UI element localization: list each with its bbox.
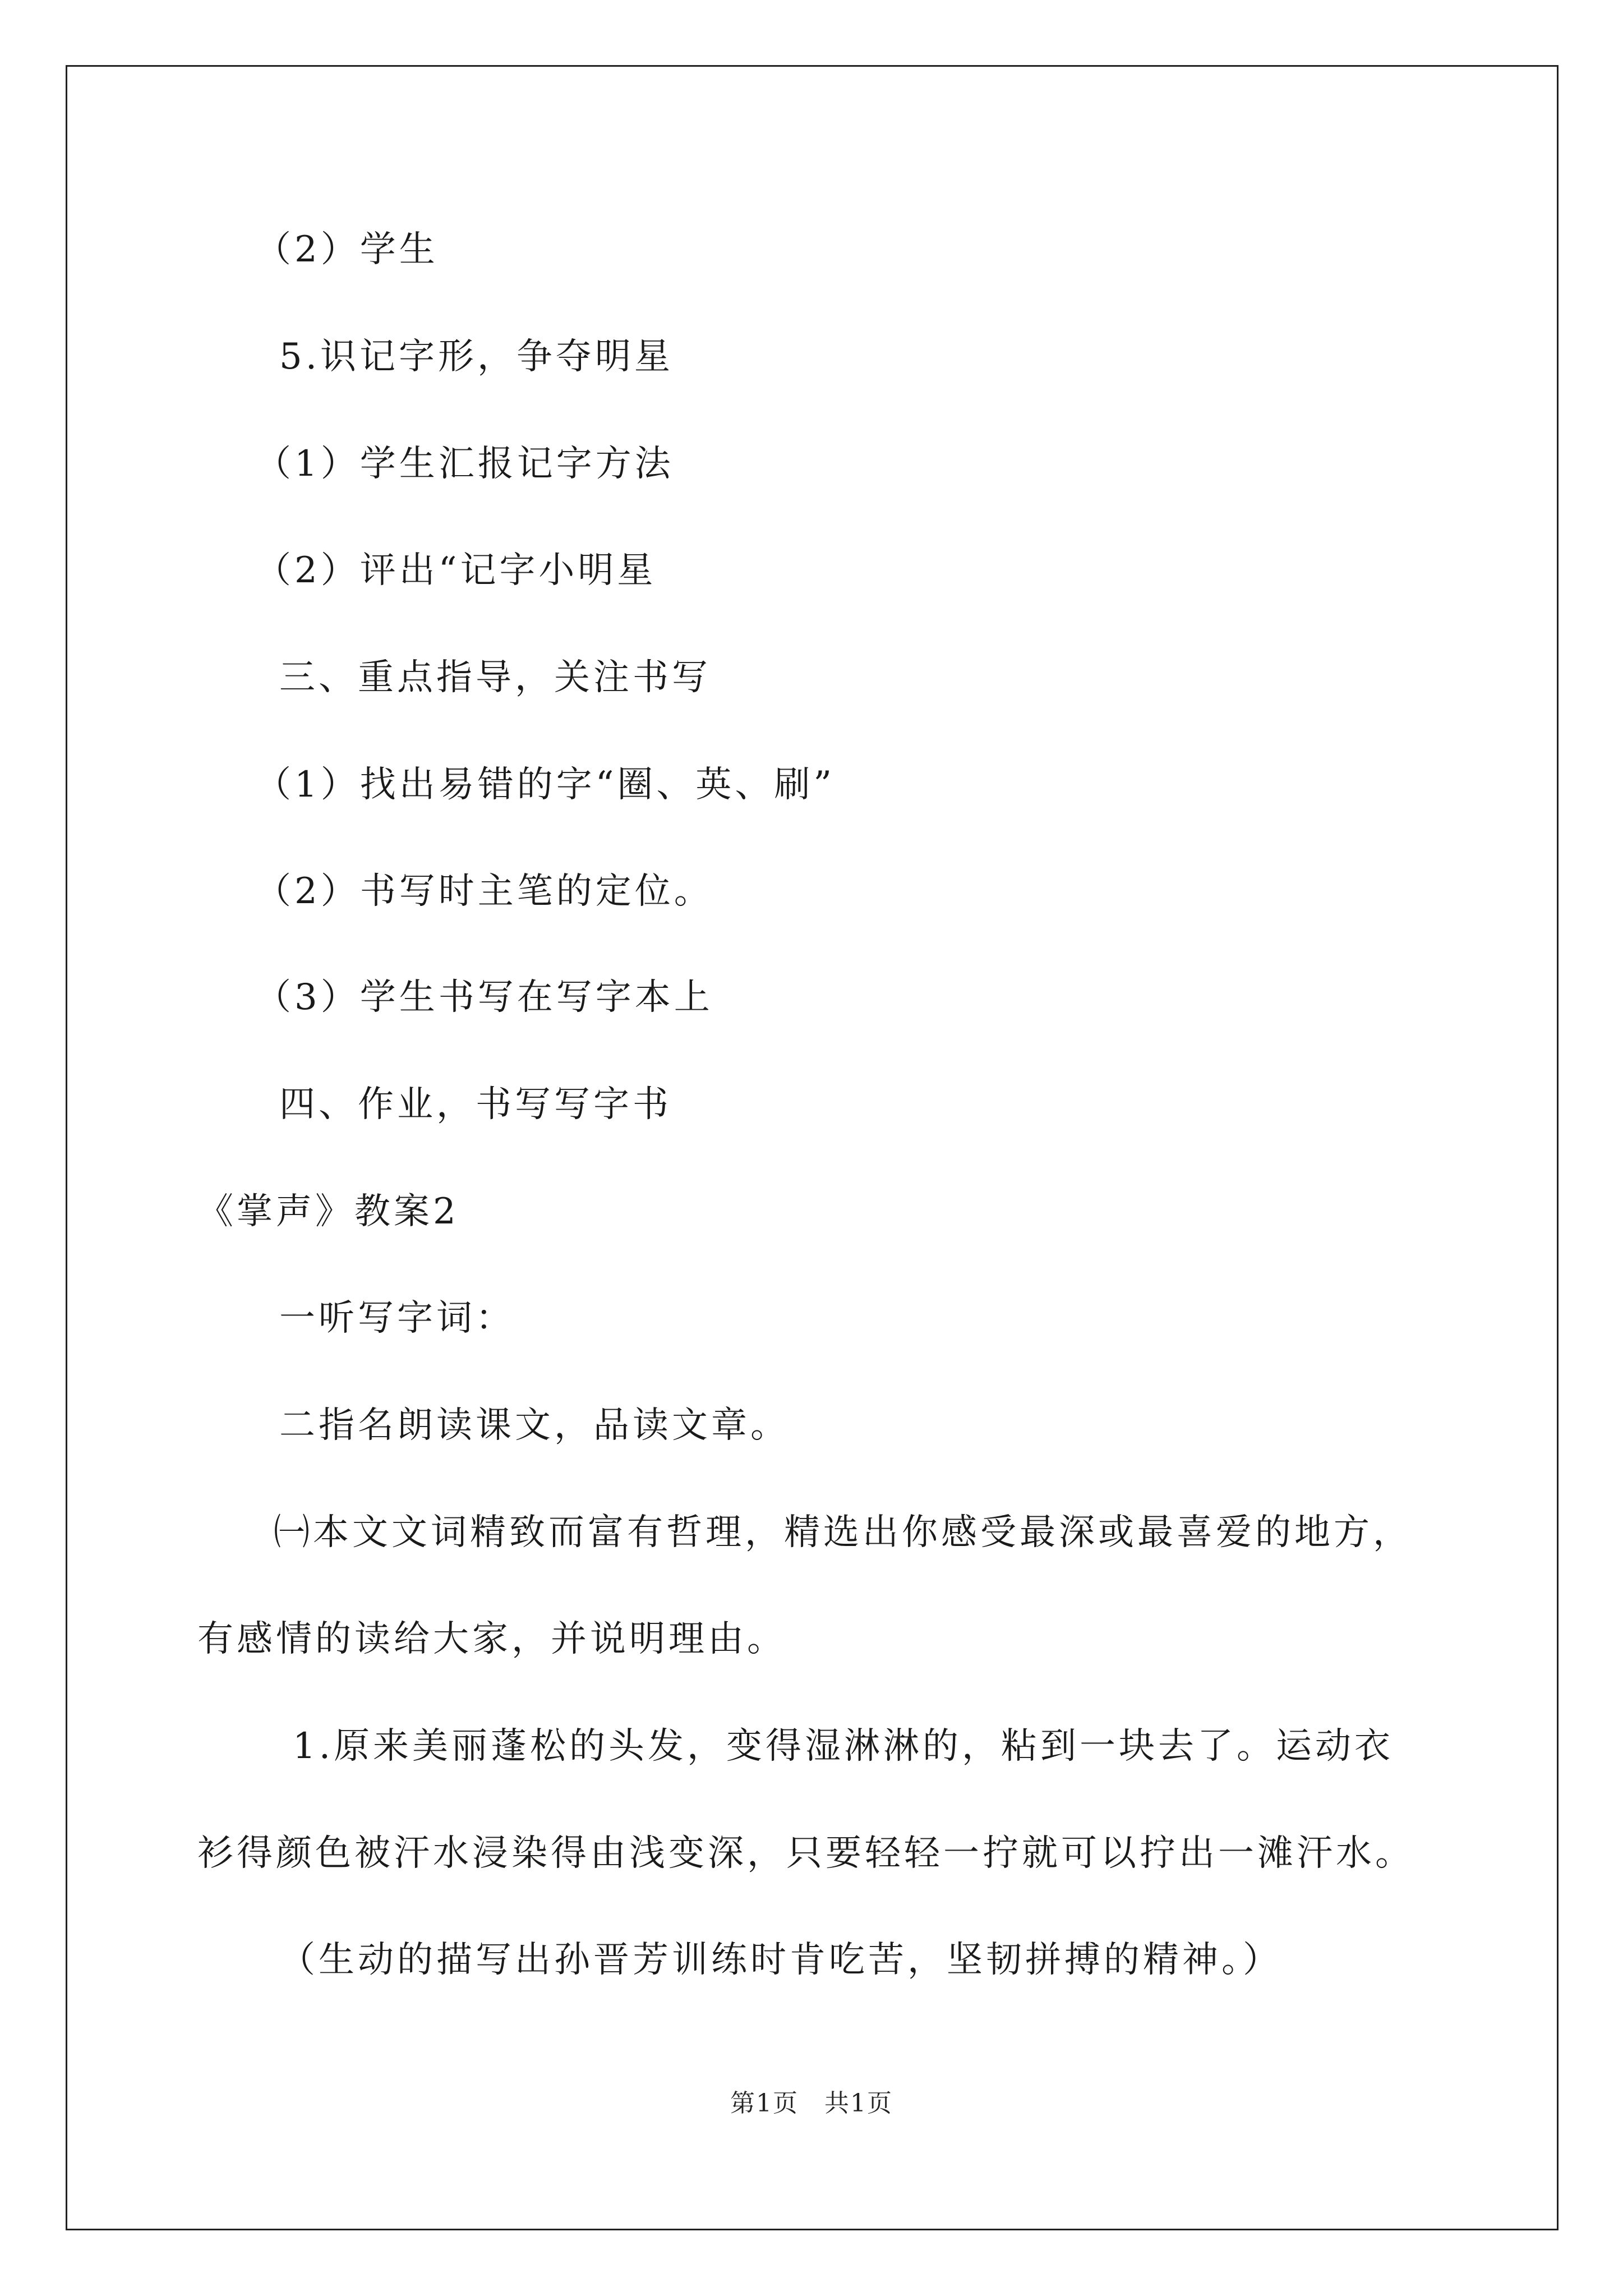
text-line-3: （1）学生汇报记字方法 — [255, 443, 674, 485]
text-line-1: （2）学生 — [255, 229, 439, 270]
text-line-15: 1.原来美丽蓬松的头发，变得湿淋淋的，粘到一块去了。运动衣 — [293, 1726, 1394, 1767]
text-line-16: 衫得颜色被汗水浸染得由浅变深，只要轻轻一拧就可以拧出一滩汗水。 — [197, 1833, 1414, 1874]
text-line-12: 二指名朗读课文，品读文章。 — [279, 1405, 790, 1446]
text-line-7: （2）书写时主笔的定位。 — [255, 871, 713, 912]
text-line-2: 5.识记字形，争夺明星 — [279, 336, 674, 378]
text-line-5: 三、重点指导，关注书写 — [279, 657, 711, 698]
text-line-8: （3）学生书写在写字本上 — [255, 977, 713, 1018]
text-line-6: （1）找出易错的字“圈、英、刷” — [255, 764, 836, 806]
text-line-4: （2）评出“记字小明星 — [255, 550, 657, 591]
text-line-17: （生动的描写出孙晋芳训练时肯吃苦，坚韧拼搏的精神。） — [279, 1939, 1282, 1981]
section-title: 《掌声》教案2 — [197, 1191, 459, 1232]
text-line-13: ㈠本文文词精致而富有哲理，精选出你感受最深或最喜爱的地方， — [274, 1512, 1412, 1553]
page-footer: 第1页 共1页 — [730, 2089, 893, 2118]
text-line-9: 四、作业，书写写字书 — [279, 1084, 672, 1125]
page-border — [66, 65, 1559, 2230]
text-line-11: 一听写字词： — [279, 1297, 515, 1339]
text-line-14: 有感情的读给大家，并说明理由。 — [197, 1618, 786, 1660]
